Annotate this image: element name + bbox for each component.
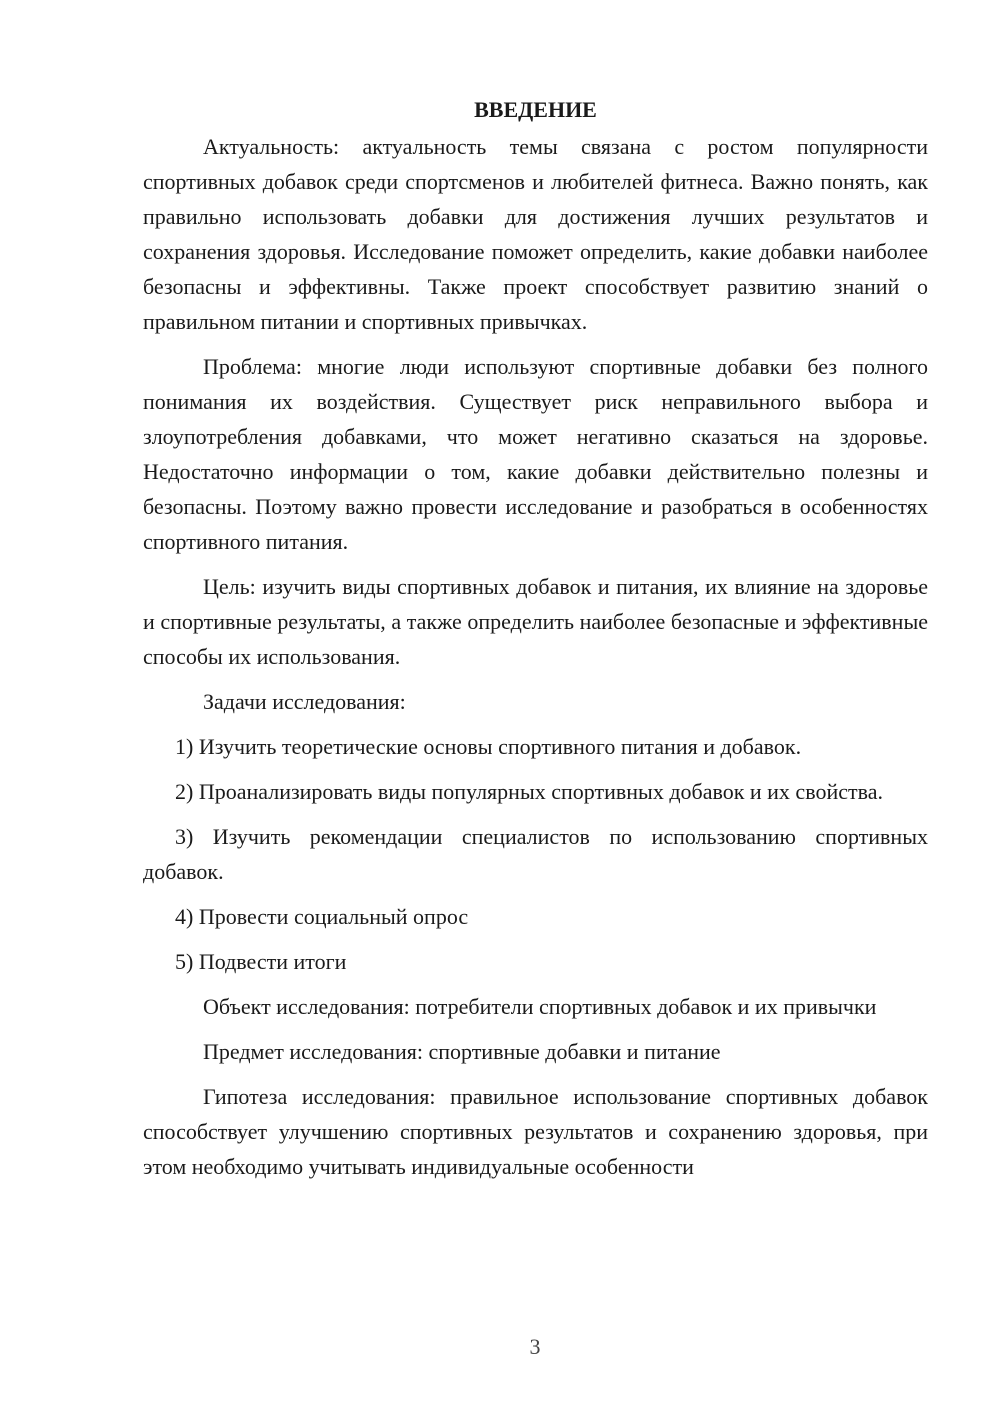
subject-paragraph: Предмет исследования: спортивные добавки и питание: [203, 1039, 721, 1064]
tasks-heading: Задачи исследования:: [203, 689, 406, 714]
task-item: 4) Провести социальный опрос: [175, 904, 469, 929]
relevance-paragraph: Актуальность: актуальность темы связана с ростом популярности спортивных добавок среди спортсменов и любителей фитнеса. Важно понять, как правильно использовать добавки для достижения лучших результатов и сохранения здоровья. Исследование поможет определить, какие добавки наиболее безопасны и эффективны. Также проект способствует развитию знаний о правильном питании и спортивных привычках.: [143, 134, 928, 334]
page-number: 3: [529, 1334, 541, 1359]
task-item: 1) Изучить теоретические основы спортивного питания и добавок.: [175, 734, 802, 759]
object-paragraph: Объект исследования: потребители спортивных добавок и их привычки: [203, 994, 877, 1019]
task-item: 3) Изучить рекомендации специалистов по использованию спортивных добавок.: [143, 824, 928, 884]
task-item: 2) Проанализировать виды популярных спортивных добавок и их свойства.: [175, 779, 883, 804]
hypothesis-paragraph: Гипотеза исследования: правильное использование спортивных добавок способствует улучшению спортивных результатов и сохранению здоровья, при этом необходимо учитывать индивидуальные особенности: [143, 1084, 928, 1179]
page-title: ВВЕДЕНИЕ: [474, 97, 597, 122]
task-item: 5) Подвести итоги: [175, 949, 347, 974]
goal-paragraph: Цель: изучить виды спортивных добавок и питания, их влияние на здоровье и спортивные результаты, а также определить наиболее безопасные и эффективные способы их использования.: [143, 574, 928, 669]
document-page: [143, 95, 928, 1184]
problem-paragraph: Проблема: многие люди используют спортивные добавки без полного понимания их воздействия. Существует риск неправильного выбора и злоупотребления добавками, что может негативно сказаться на здоровье. Недостаточно информации о том, какие добавки действительно полезны и безопасны. Поэтому важно провести исследование и разобраться в особенностях спортивного питания.: [143, 354, 928, 554]
